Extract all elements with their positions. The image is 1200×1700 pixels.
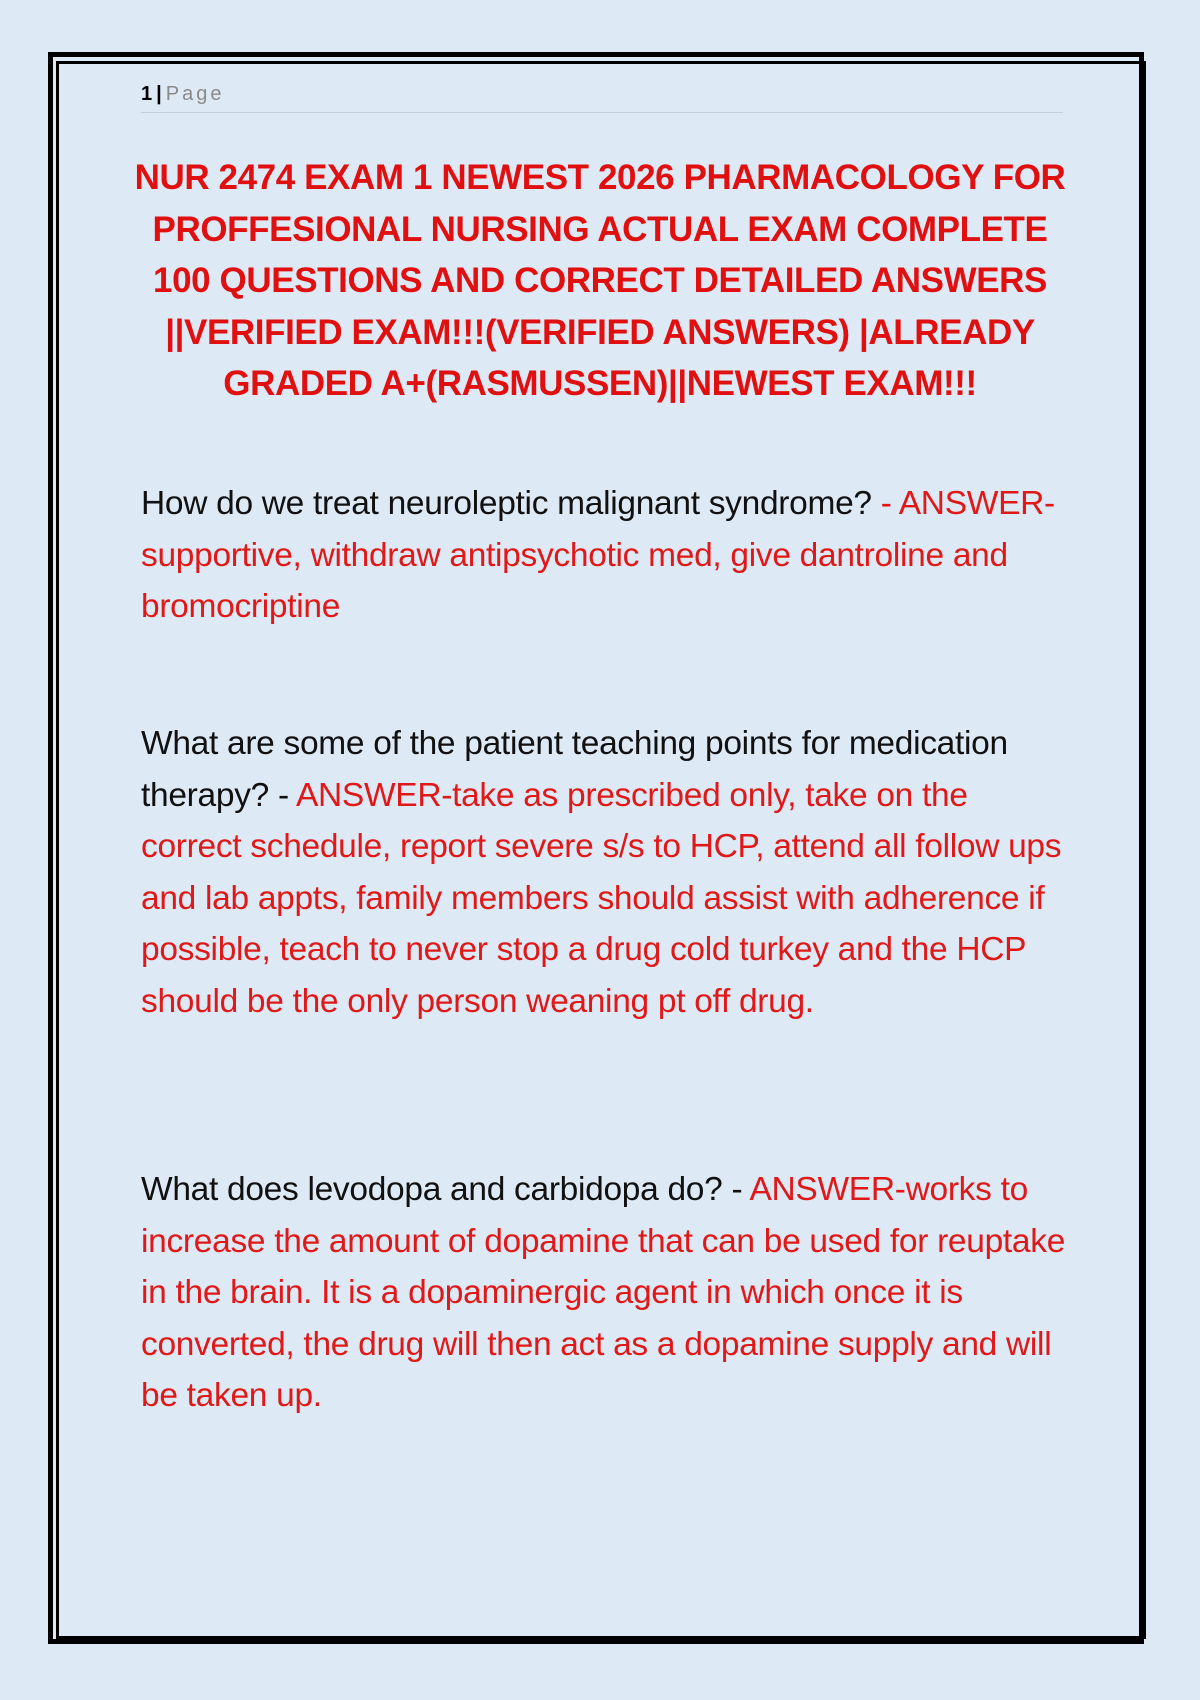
question-text: What does levodopa and carbidopa do? - — [141, 1171, 750, 1208]
page-number: 1 — [141, 83, 153, 105]
answer-text: ANSWER-take as prescribed only, take on the correct schedule, report severe s/s to HCP, attend all follow ups and lab appts, family members should assist with adherence if possible, teach to never stop a drug cold turkey and the HCP should be the only person weaning pt off drug. — [141, 776, 1062, 1020]
answer-text: - ANSWER-supportive, withdraw antipsychotic med, give dantroline and bromocriptine — [141, 485, 1055, 625]
qa-item — [141, 1164, 1071, 1422]
page-separator: | — [156, 83, 162, 105]
question-text: What are some of the patient teaching points for medication therapy? - — [141, 725, 1008, 814]
qa-item — [141, 478, 1071, 633]
page-header — [141, 80, 1063, 113]
question-text: How do we treat neuroleptic malignant syndrome? — [141, 485, 881, 522]
answer-text: ANSWER-works to increase the amount of dopamine that can be used for reuptake in the brain. It is a dopaminergic agent in which once it is converted, the drug will then act as a dopamine supply and will be taken up. — [141, 1171, 1066, 1414]
qa-item — [141, 718, 1071, 1027]
page-label: Page — [165, 83, 225, 105]
document-title: NUR 2474 EXAM 1 NEWEST 2026 PHARMACOLOGY FOR PROFFESIONAL NURSING ACTUAL EXAM COMPLETE 100 QUESTIONS AND CORRECT DETAILED ANSWERS ||VERIFIED EXAM!!!(VERIFIED ANSWERS) |ALREADY GRADED A+(RASMUSSEN)||NEWEST EXAM!!! — [134, 158, 1066, 403]
